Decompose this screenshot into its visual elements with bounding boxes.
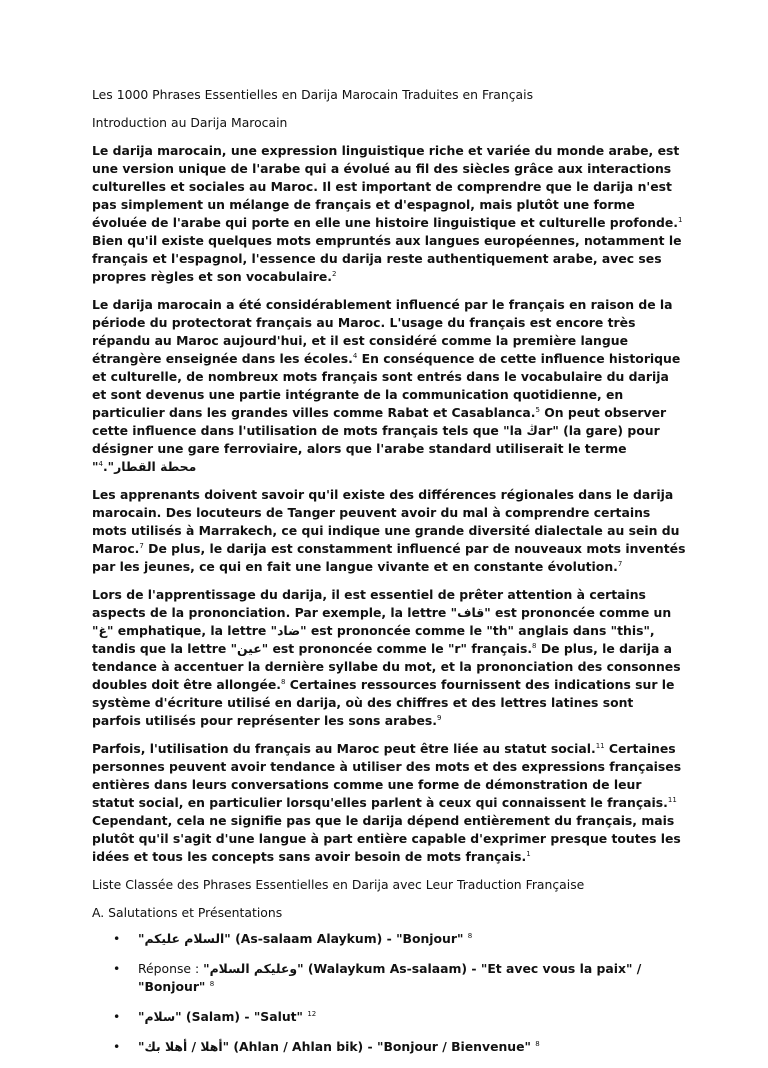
text-run: De plus, le darija a tendance à accentuer la dernière syllabe du mot, et la prononciation des consonnes doubles doit être allongée. xyxy=(92,641,681,692)
arabic-phrase: سلام xyxy=(144,1009,176,1024)
footnote-ref: 7 xyxy=(617,560,623,568)
footnote-ref: 8 xyxy=(281,678,286,686)
bullet-icon: • xyxy=(113,1039,121,1054)
arabic-phrase: وعليكم السلام xyxy=(209,961,298,976)
quote-mark: " xyxy=(203,961,210,976)
arabic-word: قاف xyxy=(457,605,485,620)
arabic-word: غ xyxy=(98,623,107,638)
footnote-ref: 8 xyxy=(532,642,537,650)
text-run: ." xyxy=(102,459,115,474)
text-run: Les apprenants doivent savoir qu'il existe des différences régionales dans le darija marocain. Des locuteurs de Tanger peuvent avoir du mal à comprendre certains mots utilisés à Marrakech, ce qui indique une grande diversité dialectale au sein du Maroc. xyxy=(92,487,680,556)
footnote-ref: 8 xyxy=(467,932,473,940)
footnote-ref: 12 xyxy=(307,1010,317,1018)
intro-paragraph-5 xyxy=(92,740,686,866)
footnote-ref: 5 xyxy=(535,406,540,414)
item-translation: " (Ahlan / Ahlan bik) - "Bonjour / Bienvenue" xyxy=(222,1039,536,1054)
document-page xyxy=(92,86,686,1068)
list-item xyxy=(92,930,686,948)
text-run: Certaines ressources fournissent des indications sur le système d'écriture utilisé en darija, où des chiffres et des lettres latines sont parfois utilisés pour représenter les sons arabes. xyxy=(92,677,675,728)
arabic-word: ڭ xyxy=(526,423,538,438)
text-run: " est prononcée comme le "r" français. xyxy=(261,641,533,656)
bullet-icon: • xyxy=(113,1009,121,1024)
text-run: Cependant, cela ne signifie pas que le darija dépend entièrement du français, mais plutôt qu'il s'agit d'une langue à part entière capable d'exprimer presque toutes les idées et tous les concepts sans avoir besoin de mots français. xyxy=(92,813,681,864)
list-item xyxy=(92,1008,686,1026)
text-run: Le darija marocain, une expression linguistique riche et variée du monde arabe, est une version unique de l'arabe qui a évolué au fil des siècles grâce aux interactions culturelles et sociales au Maroc. Il est important de comprendre que le darija n'est pas simplement un mélange de français et d'espagnol, mais plutôt une forme évoluée de l'arabe qui porte en elle une histoire linguistique et culturelle profonde. xyxy=(92,143,680,230)
arabic-phrase: السلام عليكم xyxy=(144,931,225,946)
text-run: Le darija marocain a été considérablement influencé par le français en raison de la période du protectorat français au Maroc. L'usage du français est encore très répandu au Maroc aujourd'hui, et il est considéré comme la première langue étrangère enseignée dans les écoles. xyxy=(92,297,673,366)
footnote-ref: 4 xyxy=(352,352,358,360)
footnote-ref: 2 xyxy=(332,270,337,278)
text-run: Certaines personnes peuvent avoir tendance à utiliser des mots et des expressions françaises entières dans leurs conversations comme une forme de démonstration de leur statut social, en particulier lorsqu'elles parlent à ceux qui connaissent le français. xyxy=(92,741,682,810)
text-run: " est prononcée comme le "th" anglais dans "this", tandis que la lettre " xyxy=(92,623,655,656)
intro-paragraph-3 xyxy=(92,486,686,576)
footnote-ref: 4 xyxy=(98,460,103,468)
intro-paragraph-1 xyxy=(92,142,686,286)
quote-mark: " xyxy=(138,931,145,946)
footnote-ref: 11 xyxy=(595,742,605,750)
greetings-list xyxy=(92,930,686,1056)
item-translation: " (Salam) - "Salut" xyxy=(175,1009,308,1024)
bullet-icon: • xyxy=(113,931,121,946)
text-run: Lors de l'apprentissage du darija, il est essentiel de prêter attention à certains aspects de la prononciation. Par exemple, la lettre " xyxy=(92,587,646,620)
intro-heading: Introduction au Darija Marocain xyxy=(92,115,288,130)
bullet-icon: • xyxy=(113,961,121,976)
footnote-ref: 7 xyxy=(139,542,144,550)
list-item xyxy=(92,960,686,996)
footnote-ref: 8 xyxy=(535,1040,540,1048)
arabic-word: ضاد xyxy=(277,623,301,638)
phrase-list-heading: Liste Classée des Phrases Essentielles en Darija avec Leur Traduction Française xyxy=(92,877,585,892)
footnote-ref: 9 xyxy=(436,714,442,722)
item-translation: " (As-salaam Alaykum) - "Bonjour" xyxy=(224,931,468,946)
footnote-ref: 11 xyxy=(667,796,677,804)
section-a-heading: A. Salutations et Présentations xyxy=(92,905,283,920)
intro-paragraph-2 xyxy=(92,296,686,476)
footnote-ref: 1 xyxy=(678,216,683,224)
list-item xyxy=(92,1038,686,1056)
document-title: Les 1000 Phrases Essentielles en Darija Marocain Traduites en Français xyxy=(92,87,534,102)
arabic-word: محطة القطار xyxy=(114,459,197,474)
text-run: Bien qu'il existe quelques mots empruntés aux langues européennes, notamment le français et l'espagnol, l'essence du darija reste authentiquement arabe, avec ses propres règles et son vocabulaire. xyxy=(92,233,682,284)
item-translation: " (Walaykum As-salaam) - "Et avec vous la paix" / "Bonjour" xyxy=(138,961,642,994)
quote-mark: " xyxy=(138,1039,145,1054)
quote-mark: " xyxy=(138,1009,145,1024)
intro-paragraph-4 xyxy=(92,586,686,730)
item-lead: Réponse : xyxy=(138,961,204,976)
text-run: " est prononcée comme un " xyxy=(92,605,672,638)
arabic-word: عين xyxy=(237,641,262,656)
footnote-ref: 1 xyxy=(526,850,531,858)
text-run: " emphatique, la lettre " xyxy=(106,623,278,638)
footnote-ref: 8 xyxy=(209,980,215,988)
text-run: De plus, le darija est constamment influencé par de nouveaux mots inventés par les jeunes, ce qui en fait une langue vivante et en constante évolution. xyxy=(92,541,686,574)
arabic-phrase: أهلا / أهلا بك xyxy=(144,1039,223,1054)
text-run: ar" (la gare) pour désigner une gare ferroviaire, alors que l'arabe standard utiliserait le terme " xyxy=(92,423,660,474)
text-run: Parfois, l'utilisation du français au Maroc peut être liée au statut social. xyxy=(92,741,596,756)
text-run: On peut observer cette influence dans l'utilisation de mots français tels que "la xyxy=(92,405,667,438)
text-run: En conséquence de cette influence historique et culturelle, de nombreux mots français sont entrés dans le vocabulaire du darija et sont devenus une partie intégrante de la communication quotidienne, en particulier dans les grandes villes comme Rabat et Casablanca. xyxy=(92,351,681,420)
